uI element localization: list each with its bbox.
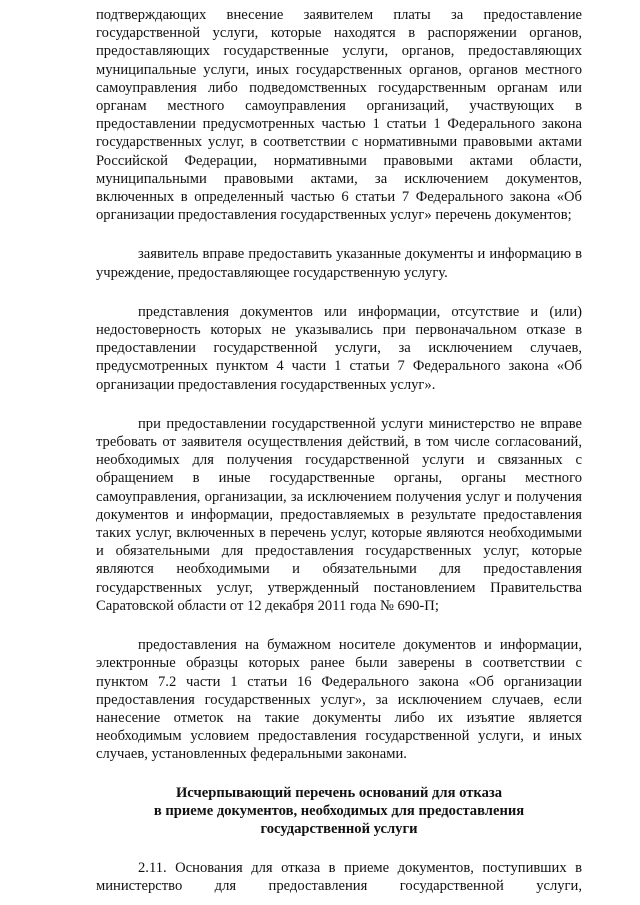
text-fragment: представления документов или информации, отсутствие и (или) <box>138 303 582 320</box>
text-line: предоставления государственных услуг», за исключением случаев, если <box>96 691 582 708</box>
text-line: предусмотренных пунктом 4 части 1 статьи 7 Федерального закона «Об <box>96 358 582 375</box>
text-fragment: при предоставлении государственной услуги министерство не вправе <box>138 415 582 432</box>
text-line: документов и информации, предоставляемых в результате предоставления <box>96 506 582 523</box>
text-line <box>96 245 582 263</box>
text-line: органам местного самоуправления организаций, участвующих в <box>96 98 582 115</box>
paragraph-ministry-restrictions <box>96 415 582 615</box>
text-line: пунктом 7.2 части 1 статьи 16 Федерального закона «Об организации <box>96 673 582 690</box>
text-line: случаев, установленных федеральными законами. <box>96 746 407 763</box>
paragraph-applicant-right <box>96 245 582 281</box>
text-line <box>96 303 582 321</box>
text-line: организации предоставления государственных услуг». <box>96 376 436 393</box>
heading-line: государственной услуги <box>260 821 418 838</box>
text-line: включенных в определенный частью 6 статьи 7 Федерального закона «Об <box>96 189 582 206</box>
text-line: самоуправления либо подведомственных государственным органам или <box>96 79 582 96</box>
text-line <box>96 415 582 433</box>
text-line: подтверждающих внесение заявителем платы за предоставление <box>96 7 582 23</box>
text-line: министерство для предоставления государственной услуги, <box>96 877 582 894</box>
paragraph-continuation <box>96 6 582 224</box>
text-line: необходимых для получения государственной услуги и связанных с <box>96 452 582 469</box>
text-line: Саратовской области от 12 декабря 2011 года № 690-П; <box>96 597 439 614</box>
text-line: муниципальными правовыми актами, за исключением документов, <box>96 170 582 187</box>
paragraph-paper-documents <box>96 636 582 763</box>
text-line: требовать от заявителя осуществления действий, в том числе согласований, <box>96 434 582 451</box>
heading-line: в приеме документов, необходимых для предоставления <box>153 802 525 819</box>
text-line: государственных услуг, утвержденный постановлением Правительства <box>96 579 582 596</box>
text-line: таких услуг, включенных в перечень услуг, которые являются необходимыми <box>96 525 582 542</box>
text-line: недостоверность которых не указывались при первоначальном отказе в <box>96 322 582 339</box>
document-page <box>96 6 582 895</box>
heading-line: Исчерпывающий перечень оснований для отказа <box>175 784 503 801</box>
text-line: Российской Федерации, нормативными правовыми актами области, <box>96 152 582 169</box>
text-line: государственной услуги, которые находятся в распоряжении органов, <box>96 25 582 42</box>
text-line: обращением в иные государственные органы, органы местного <box>96 470 582 487</box>
text-line: и обязательными для предоставления государственных услуг, которые <box>96 543 582 560</box>
text-line: электронные образцы которых ранее были заверены в соответствии с <box>96 655 582 672</box>
text-line: являются необходимыми и обязательными для предоставления <box>96 561 582 578</box>
text-line: необходимым условием предоставления государственной услуги, и иных <box>96 728 582 745</box>
text-line: государственных услуг, в соответствии с нормативными правовыми актами <box>96 134 582 151</box>
text-line: предоставлении предусмотренных частью 1 статьи 1 Федерального закона <box>96 116 582 133</box>
text-line <box>96 636 582 654</box>
text-fragment: 2.11. Основания для отказа в приеме документов, поступивших в <box>138 859 582 876</box>
section-heading <box>96 784 582 839</box>
text-line: предоставлении государственной услуги, за исключением случаев, <box>96 340 582 357</box>
text-line: предоставляющих государственные услуги, органов, предоставляющих <box>96 43 582 60</box>
text-line: организации предоставления государственных услуг» перечень документов; <box>96 207 572 224</box>
text-line: самоуправления, организации, за исключением получения услуг и получения <box>96 488 582 505</box>
text-fragment: предоставления на бумажном носителе документов и информации, <box>138 637 582 654</box>
text-line: муниципальные услуги, иных государственных органов, органов местного <box>96 61 582 78</box>
text-fragment: заявитель вправе предоставить указанные документы и информацию в <box>138 246 582 263</box>
text-line: учреждение, предоставляющее государственную услугу. <box>96 264 448 281</box>
paragraph-2-11 <box>96 859 582 895</box>
text-line <box>96 859 582 877</box>
text-line: нанесение отметок на такие документы либо их изъятие является <box>96 709 582 726</box>
paragraph-documents-submission <box>96 303 582 394</box>
